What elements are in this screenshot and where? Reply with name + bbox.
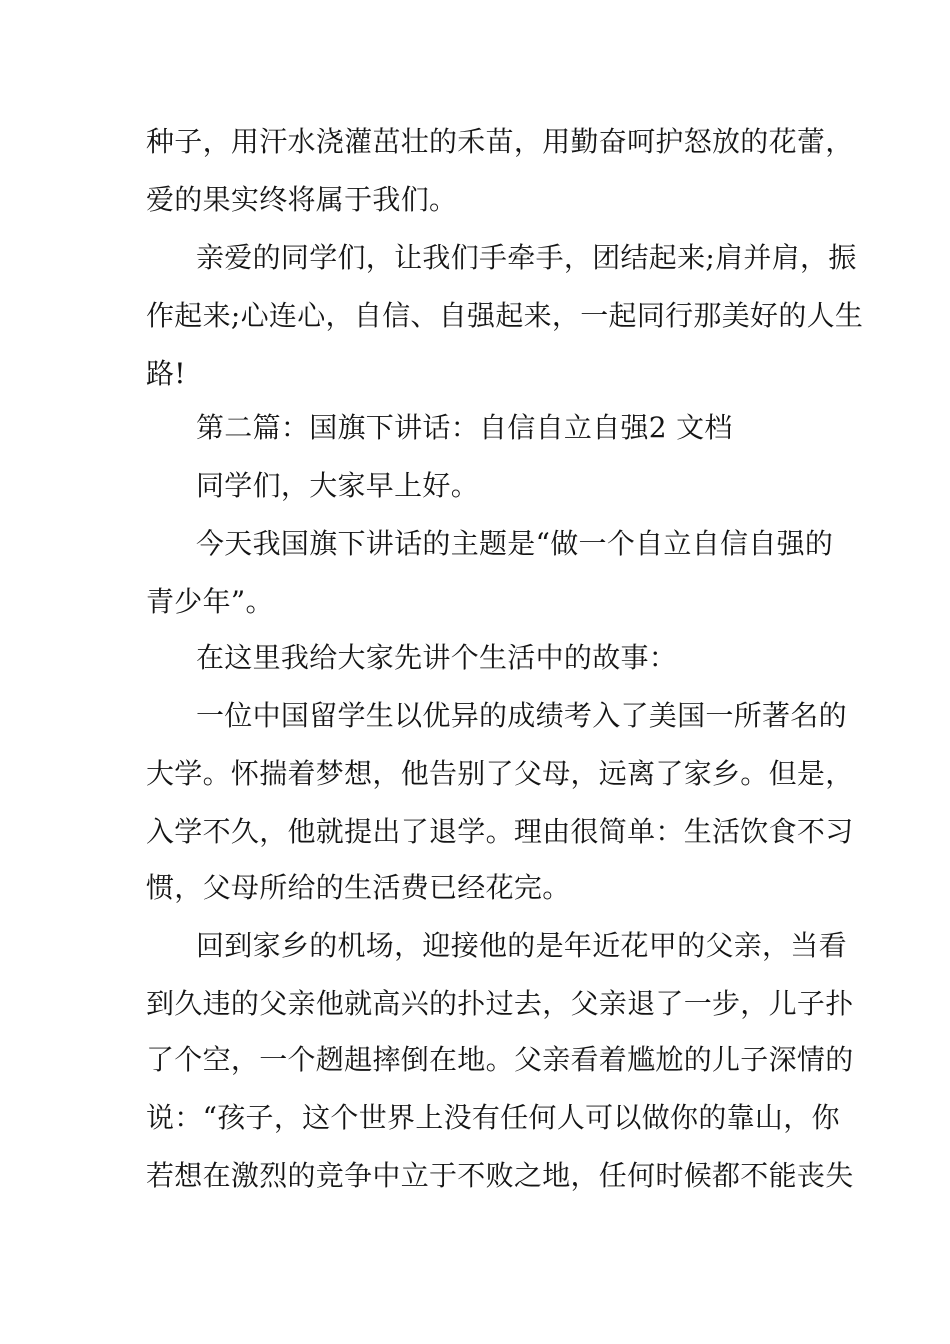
paragraph-start: 回到家乡的机场，迎接他的是年近花甲的父亲，当看 <box>196 929 847 962</box>
text-line: 种子，用汗水浇灌茁壮的禾苗，用勤奋呵护怒放的花蕾， <box>146 125 854 158</box>
paragraph-start: 同学们，大家早上好。 <box>196 469 480 502</box>
text-line: 入学不久，他就提出了退学。理由很简单：生活饮食不习 <box>146 815 854 848</box>
paragraph-start: 今天我国旗下讲话的主题是“做一个自立自信自强的 <box>196 527 834 560</box>
text-line: 说：“孩子，这个世界上没有任何人可以做你的靠山，你 <box>146 1101 840 1134</box>
text-line: 惯，父母所给的生活费已经花完。 <box>146 871 571 904</box>
text-line: 路! <box>146 357 186 390</box>
text-line: 青少年”。 <box>146 585 274 618</box>
text-line: 爱的果实终将属于我们。 <box>146 183 458 216</box>
paragraph-start: 亲爱的同学们，让我们手牵手，团结起来;肩并肩，振 <box>196 241 857 274</box>
text-line: 作起来;心连心，自信、自强起来，一起同行那美好的人生 <box>146 299 864 332</box>
text-line: 若想在激烈的竞争中立于不败之地，任何时候都不能丧失 <box>146 1159 854 1192</box>
text-line: 到久违的父亲他就高兴的扑过去，父亲退了一步，儿子扑 <box>146 987 854 1020</box>
paragraph-start: 在这里我给大家先讲个生活中的故事： <box>196 641 678 674</box>
section-heading: 第二篇：国旗下讲话：自信自立自强2 文档 <box>196 411 733 444</box>
paragraph-start: 一位中国留学生以优异的成绩考入了美国一所著名的 <box>196 699 847 732</box>
text-line: 大学。怀揣着梦想，他告别了父母，远离了家乡。但是， <box>146 757 854 790</box>
text-line: 了个空，一个趔趄摔倒在地。父亲看着尴尬的儿子深情的 <box>146 1043 854 1076</box>
